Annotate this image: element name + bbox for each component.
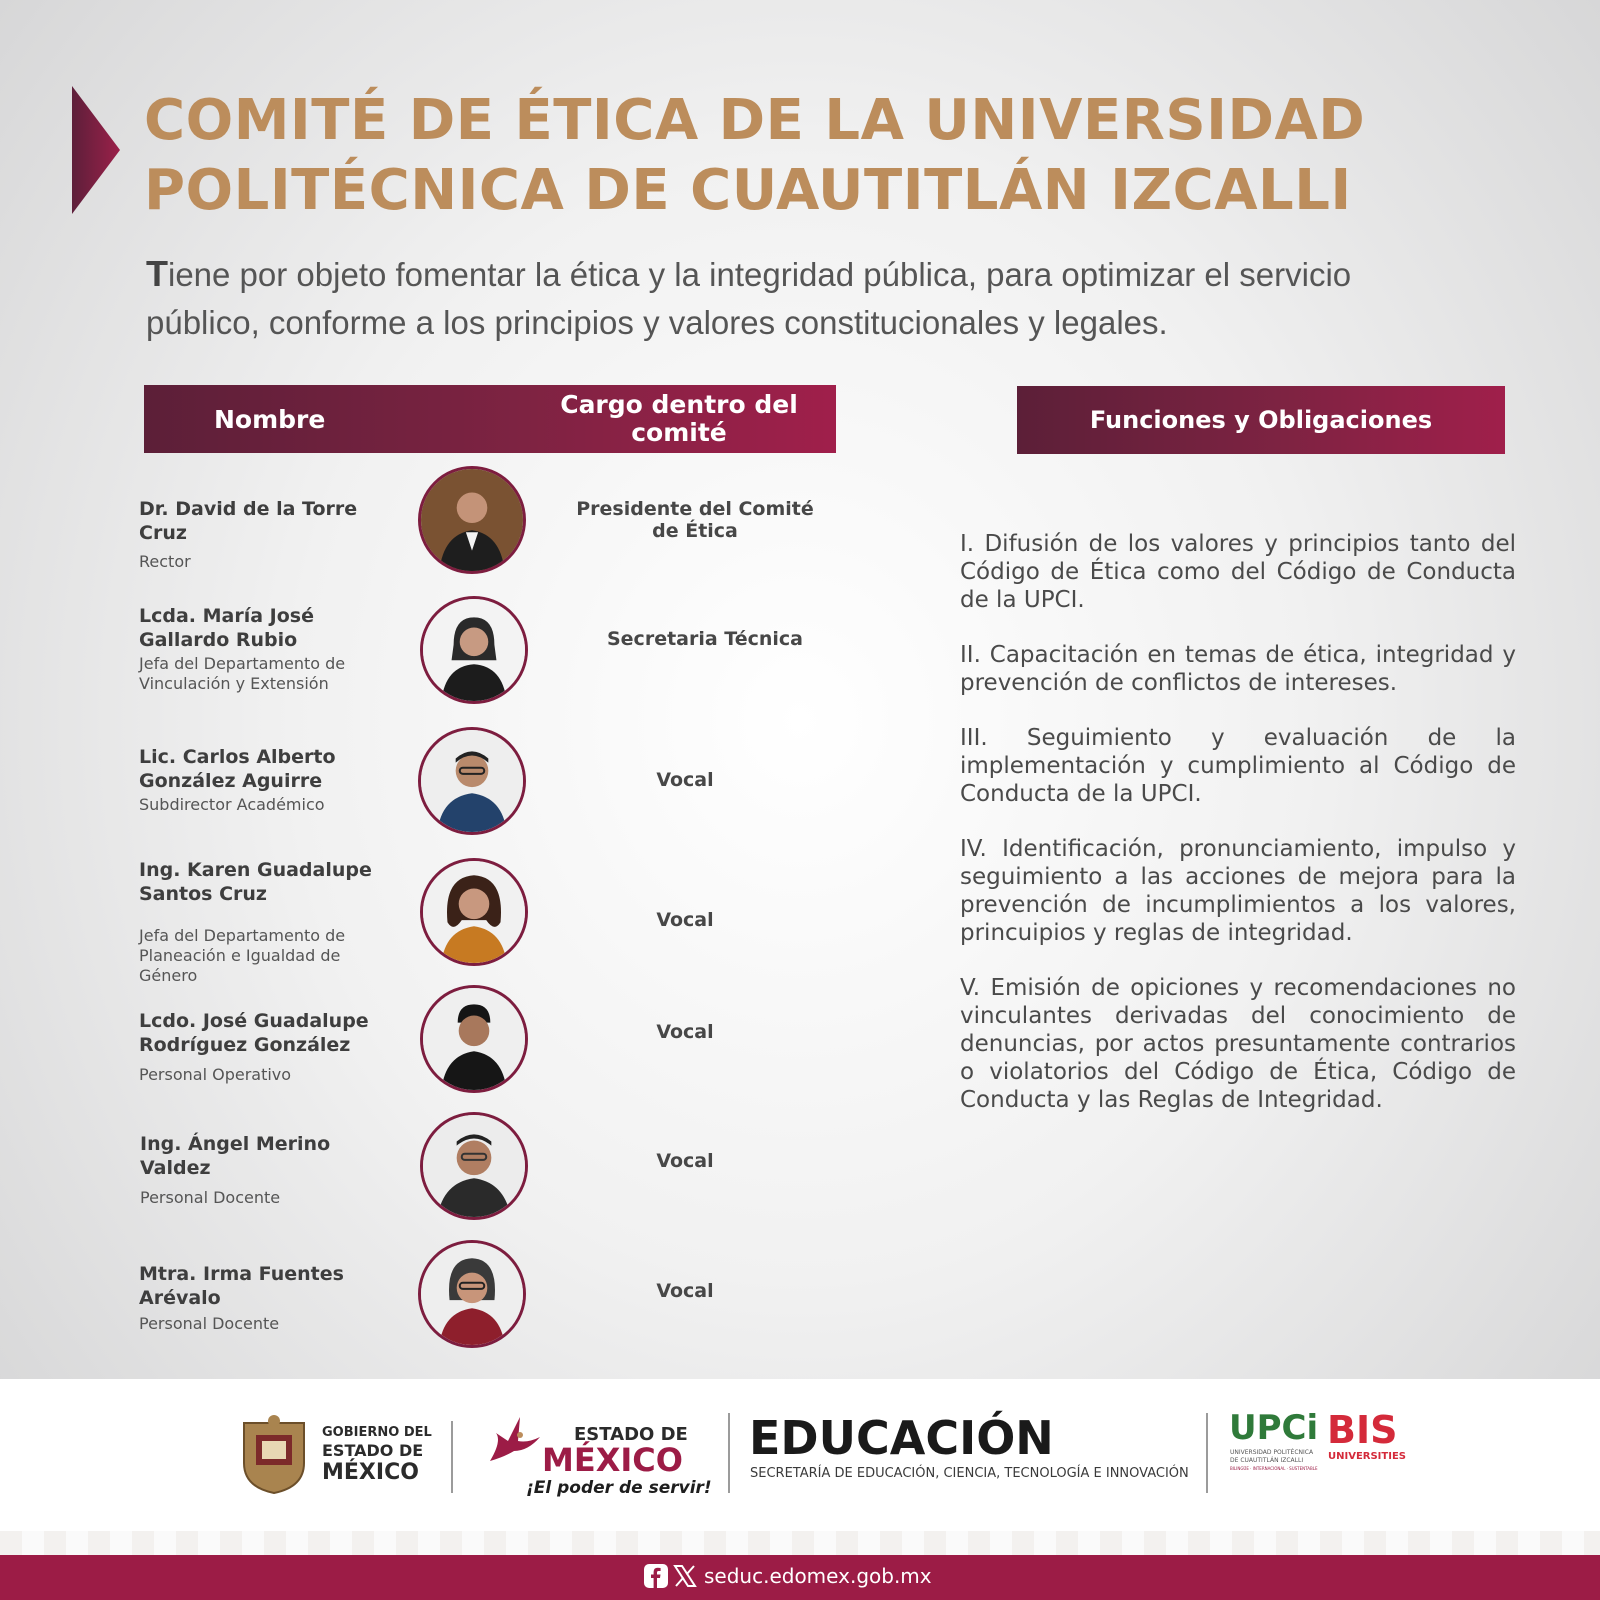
member-row	[0, 985, 900, 1103]
member-photo	[418, 466, 526, 574]
edo-slogan: ¡El poder de servir!	[526, 1478, 712, 1498]
edu-logo-title: EDUCACIÓN	[749, 1411, 1054, 1465]
facebook-icon[interactable]	[644, 1564, 668, 1588]
member-role: Vocal	[656, 909, 714, 931]
page-title	[144, 86, 1544, 226]
member-name: Lcdo. José Guadalupe Rodríguez González	[139, 1010, 369, 1056]
gob-logo-line3: MÉXICO	[322, 1460, 419, 1485]
footer-bar	[0, 1555, 1600, 1600]
bis-logo-sub: UNIVERSITIES	[1328, 1451, 1406, 1462]
intro-text: iene por objeto fomentar la ética y la integridad pública, para optimizar el servicio público, conforme a los principios y valores constitucionales y legales.	[146, 256, 1352, 341]
website-link[interactable]: seduc.edomex.gob.mx	[704, 1564, 932, 1588]
member-photo	[418, 1240, 526, 1348]
footer-divider	[1206, 1413, 1208, 1493]
footer-divider	[728, 1413, 730, 1493]
page-title-line-1: COMITÉ DE ÉTICA DE LA UNIVERSIDAD	[144, 88, 1366, 153]
member-photo	[418, 727, 526, 835]
footer-divider	[451, 1421, 453, 1493]
person-photo-icon	[423, 599, 525, 701]
member-role: Vocal	[656, 1150, 714, 1172]
footer	[0, 1379, 1600, 1600]
gob-logo-line2: ESTADO DE	[322, 1441, 424, 1460]
gob-logo-line1: GOBIERNO DEL	[322, 1425, 432, 1440]
member-role: Vocal	[656, 769, 714, 791]
upci-logo: UPCi	[1229, 1408, 1319, 1448]
member-row	[0, 727, 900, 845]
hummingbird-logo-icon	[484, 1411, 544, 1471]
state-coat-of-arms-icon	[238, 1413, 310, 1495]
upci-logo-sub3: BILINGÜE · INTERNACIONAL · SUSTENTABLE	[1230, 1466, 1318, 1471]
member-name: Ing. Karen Guadalupe Santos Cruz	[139, 859, 372, 905]
person-photo-icon	[421, 1243, 523, 1345]
member-role: Vocal	[656, 1280, 714, 1302]
member-title: Subdirector Académico	[139, 795, 325, 814]
edo-logo-line2: MÉXICO	[542, 1441, 683, 1479]
function-item: IV. Identificación, pronunciamiento, impulso y seguimiento a las acciones de mejora para la prevención de incumplimientos a los valores, princuipios y reglas de integridad.	[960, 836, 1516, 946]
member-role: Presidente del Comité de Ética	[576, 498, 814, 542]
person-photo-icon	[423, 988, 525, 1090]
intro-initial: T	[146, 253, 168, 294]
person-photo-icon	[421, 730, 523, 832]
member-title: Jefa del Departamento de Planeación e Igualdad de Género	[139, 926, 346, 985]
title-arrow-decoration	[72, 86, 120, 214]
member-title: Rector	[139, 552, 191, 571]
functions-list	[960, 530, 1516, 1141]
member-row	[0, 1240, 900, 1358]
person-photo-icon	[423, 1115, 525, 1217]
member-name: Mtra. Irma Fuentes Arévalo	[139, 1263, 344, 1309]
upci-logo-sub1: UNIVERSIDAD POLITÉCNICA	[1230, 1449, 1314, 1456]
upci-logo-sub2: DE CUAUTITLÁN IZCALLI	[1230, 1457, 1304, 1464]
function-item: II. Capacitación en temas de ética, integridad y prevención de conflictos de intereses.	[960, 642, 1516, 696]
functions-header	[1017, 386, 1505, 454]
member-role: Secretaria Técnica	[606, 628, 804, 650]
member-role: Vocal	[656, 1021, 714, 1043]
intro-paragraph	[146, 250, 1456, 347]
member-row	[0, 596, 900, 714]
member-name: Dr. David de la Torre Cruz	[139, 498, 358, 544]
column-header-functions: Funciones y Obligaciones	[1089, 406, 1433, 434]
column-header-name: Nombre	[214, 405, 326, 434]
member-photo	[420, 858, 528, 966]
member-name: Ing. Ángel Merino Valdez	[140, 1133, 331, 1179]
person-photo-icon	[421, 469, 523, 571]
x-icon[interactable]	[673, 1564, 697, 1588]
member-row	[0, 858, 900, 985]
member-photo	[420, 596, 528, 704]
members-table-header	[144, 385, 836, 453]
member-photo	[420, 985, 528, 1093]
function-item: III. Seguimiento y evaluación de la implementación y cumplimiento al Código de Conducta de la UPCI.	[960, 725, 1516, 807]
edu-logo-subtitle: SECRETARÍA DE EDUCACIÓN, CIENCIA, TECNOLOGÍA E INNOVACIÓN	[750, 1466, 1189, 1481]
bis-logo: BIS	[1327, 1408, 1398, 1452]
member-title: Jefa del Departamento de Vinculación y Extensión	[139, 654, 346, 693]
member-title: Personal Docente	[139, 1314, 280, 1333]
member-name: Lcda. María José Gallardo Rubio	[139, 605, 314, 651]
person-photo-icon	[423, 861, 525, 963]
member-title: Personal Operativo	[139, 1065, 292, 1084]
function-item: I. Difusión de los valores y principios tanto del Código de Ética como del Código de Conducta de la UPCI.	[960, 531, 1516, 613]
edo-logo-line1: ESTADO DE	[574, 1424, 688, 1445]
page-title-line-2: POLITÉCNICA DE CUAUTITLÁN IZCALLI	[144, 158, 1352, 223]
column-header-role: Cargo dentro del comité	[560, 390, 798, 447]
member-photo	[420, 1112, 528, 1220]
member-row	[0, 1112, 900, 1230]
member-name: Lic. Carlos Alberto González Aguirre	[139, 746, 336, 792]
function-item: V. Emisión de opiciones y recomendaciones no vinculantes derivadas del conocimiento de denuncias, por actos presuntamente contrarios o violatorios del Código de Ética, Código de Conducta y las Reglas de Integridad.	[960, 975, 1516, 1113]
member-row	[0, 466, 900, 584]
member-title: Personal Docente	[140, 1188, 281, 1207]
